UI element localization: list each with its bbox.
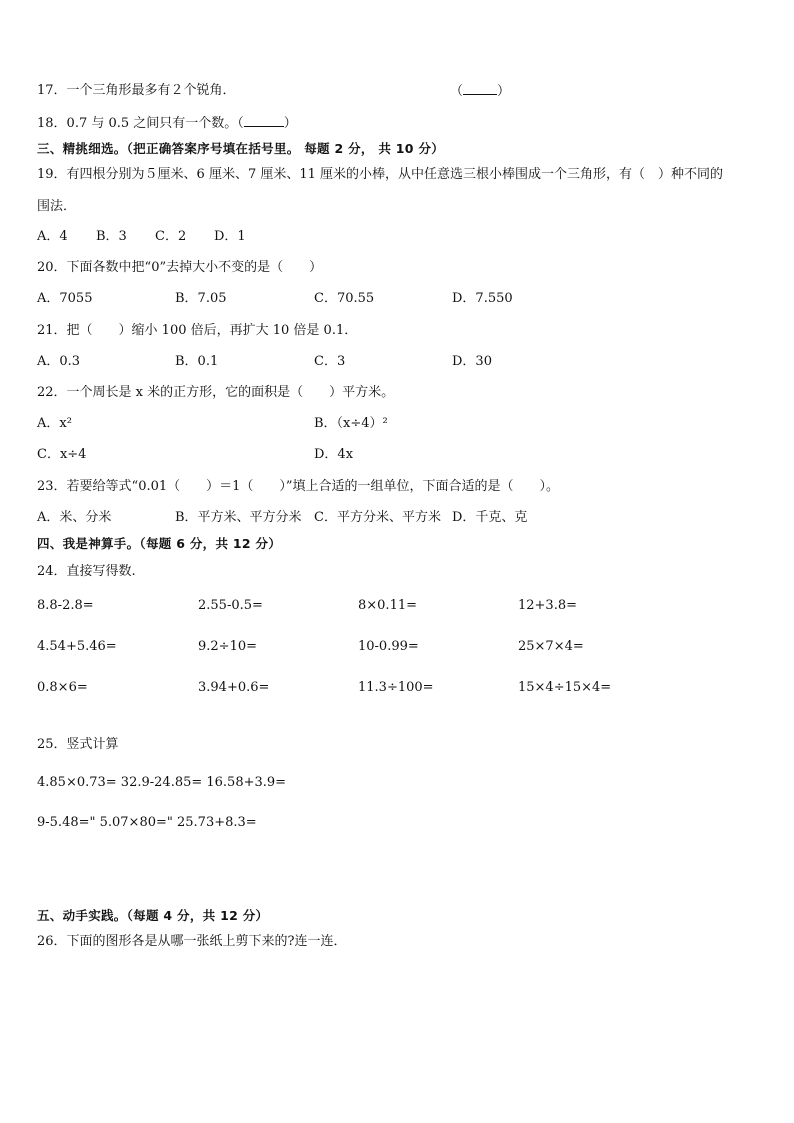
question-19-option-d[interactable]: D．1 xyxy=(214,229,246,244)
calc-item: 12+3.8= xyxy=(518,598,578,613)
calc-item: 10-0.99= xyxy=(358,639,419,654)
calc-item: 8×0.11= xyxy=(358,598,418,613)
calc-item: 15×4÷15×4= xyxy=(518,680,612,695)
question-21-option-a[interactable]: A．0.3 xyxy=(37,354,81,369)
question-21-option-b[interactable]: B．0.1 xyxy=(175,354,219,369)
question-22: 22．一个周长是 x 米的正方形，它的面积是（ ）平方米。 xyxy=(37,385,395,400)
question-22-option-d[interactable]: D．4x xyxy=(314,447,354,462)
question-19-option-c[interactable]: C．2 xyxy=(155,229,187,244)
question-20: 20．下面各数中把“0”去掉大小不变的是（ ） xyxy=(37,260,323,275)
calc-item: 0.8×6= xyxy=(37,680,88,695)
calc-item: 25×7×4= xyxy=(518,639,584,654)
calc-item: 3.94+0.6= xyxy=(198,680,270,695)
blank-line xyxy=(463,82,497,95)
calc-item: 2.55-0.5= xyxy=(198,598,263,613)
calc-item: 8.8-2.8= xyxy=(37,598,94,613)
question-25-line-1: 4.85×0.73= 32.9-24.85= 16.58+3.9= xyxy=(37,775,287,790)
section-3-title: 三、精挑细选。（把正确答案序号填在括号里。 每题 2 分， 共 10 分） xyxy=(37,141,445,156)
question-23: 23．若要给等式“0.01（ ）＝1（ ）”填上合适的一组单位，下面合适的是（ ）。 xyxy=(37,479,560,494)
question-18-answer-blank[interactable] xyxy=(244,114,284,127)
calc-item: 4.54+5.46= xyxy=(37,639,117,654)
question-26: 26．下面的图形各是从哪一张纸上剪下来的?连一连． xyxy=(37,934,347,949)
question-25-line-2: 9-5.48=" 5.07×80=" 25.73+8.3= xyxy=(37,815,257,830)
question-18-text: 18．0.7 与 0.5 之间只有一个数。（ xyxy=(37,116,244,131)
question-20-option-a[interactable]: A．7055 xyxy=(37,291,93,306)
question-22-option-a[interactable]: A．x² xyxy=(37,416,72,431)
question-20-option-c[interactable]: C．70.55 xyxy=(314,291,375,306)
question-24: 24．直接写得数. xyxy=(37,564,136,579)
question-23-option-b[interactable]: B．平方米、平方分米 xyxy=(175,510,302,525)
question-19-line-2: 围法． xyxy=(37,199,77,214)
section-5-title: 五、动手实践。（每题 4 分，共 12 分） xyxy=(37,908,269,923)
question-22-option-b[interactable]: B．（x÷4）² xyxy=(314,416,388,431)
calc-item: 11.3÷100= xyxy=(358,680,434,695)
question-17-answer-blank[interactable]: （ ） xyxy=(450,84,511,99)
question-19-line-1: 19．有四根分别为５厘米、6 厘米、7 厘米、11 厘米的小棒，从中任意选三根小棒围成一个三角形，有（ ）种不同的 xyxy=(37,167,724,182)
question-20-option-b[interactable]: B．7.05 xyxy=(175,291,227,306)
question-19-option-b[interactable]: B．3 xyxy=(96,229,127,244)
question-19-option-a[interactable]: A．4 xyxy=(37,229,68,244)
calc-item: 9.2÷10= xyxy=(198,639,258,654)
question-18: 18．0.7 与 0.5 之间只有一个数。（ ） xyxy=(37,116,297,131)
question-21: 21．把（ ）缩小 100 倍后，再扩大 10 倍是 0.1． xyxy=(37,323,358,338)
question-17 xyxy=(37,82,236,100)
question-20-option-d[interactable]: D．7.550 xyxy=(452,291,513,306)
question-23-option-c[interactable]: C．平方分米、平方米 xyxy=(314,510,441,525)
question-22-option-c[interactable]: C．x÷4 xyxy=(37,447,87,462)
question-23-option-d[interactable]: D．千克、克 xyxy=(452,510,528,525)
question-21-option-c[interactable]: C．3 xyxy=(314,354,346,369)
section-4-title: 四、我是神算手。（每题 6 分，共 12 分） xyxy=(37,536,282,551)
question-25: 25．竖式计算 xyxy=(37,737,119,752)
question-21-option-d[interactable]: D．30 xyxy=(452,354,492,369)
question-17-text: 17．一个三角形最多有２个锐角． xyxy=(37,83,236,98)
question-23-option-a[interactable]: A．米、分米 xyxy=(37,510,112,525)
